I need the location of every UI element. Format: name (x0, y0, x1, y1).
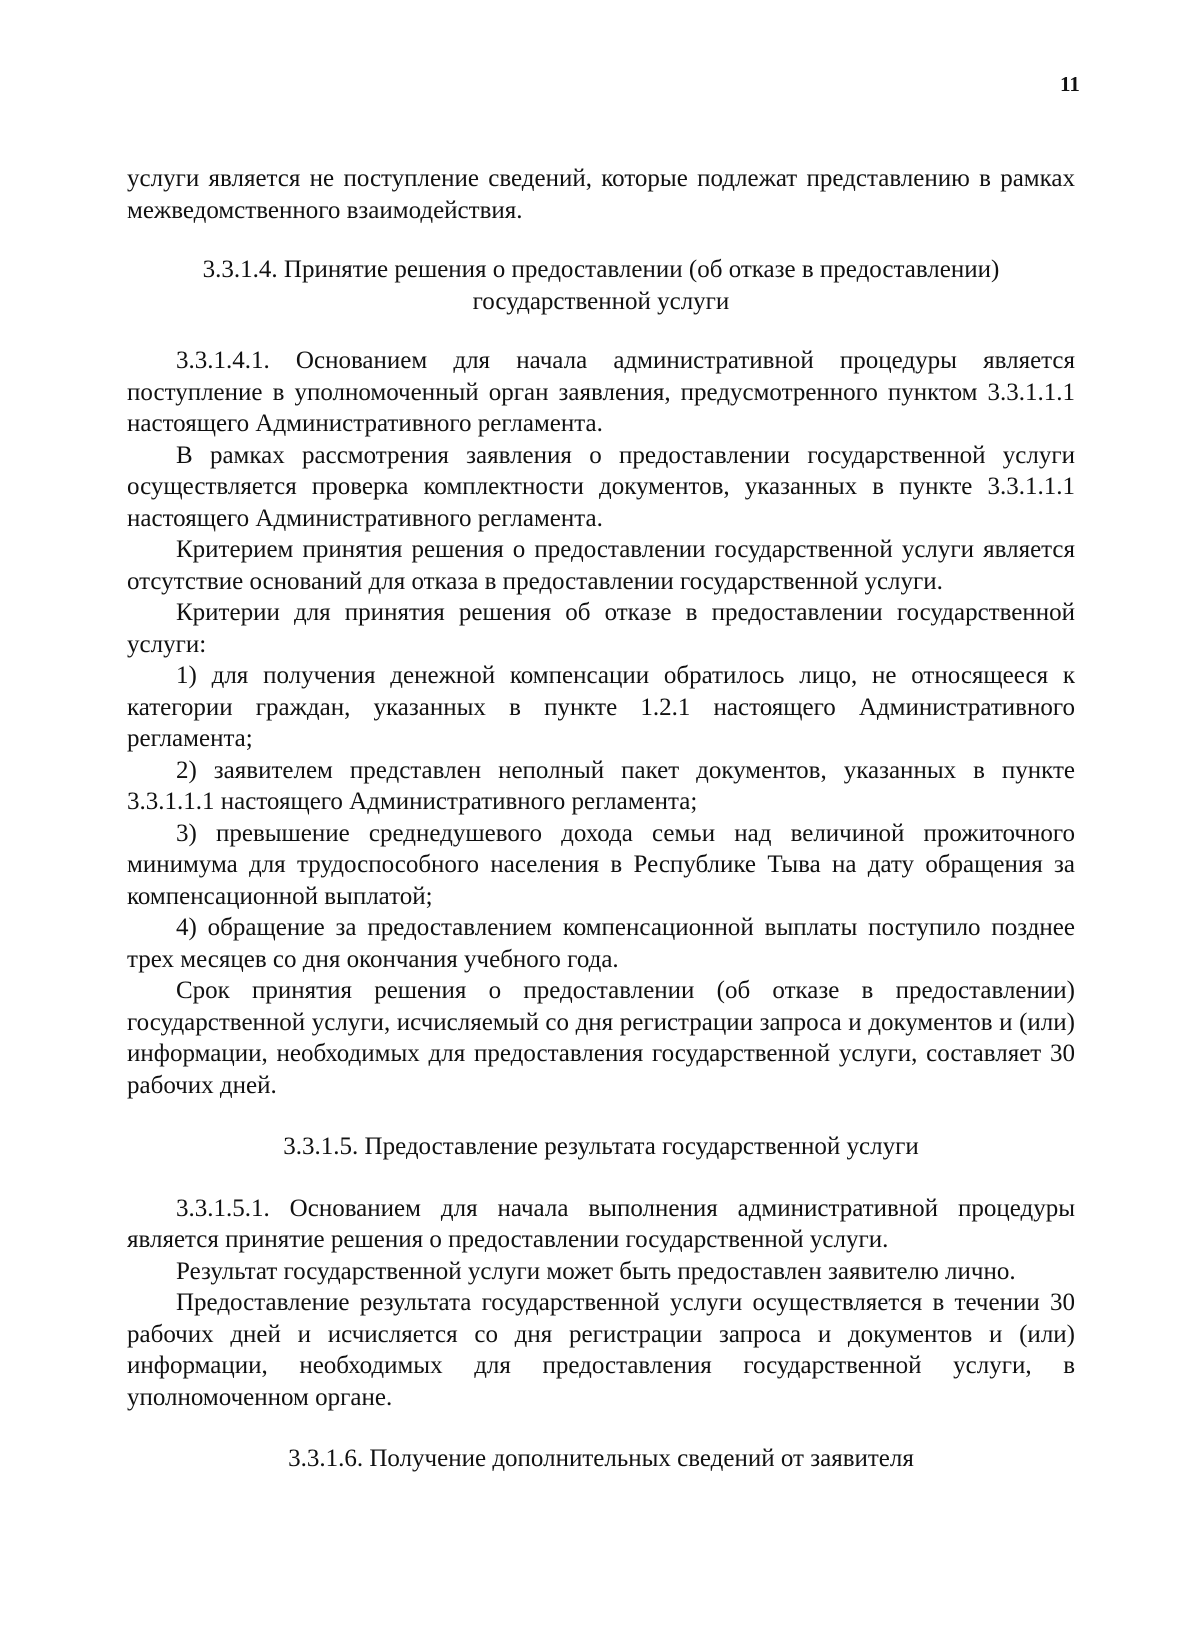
list-item: 2) заявителем представлен неполный пакет документов, указанных в пункте 3.3.1.1.1 настоящего Административного регламента; (127, 756, 1075, 815)
paragraph: 3.3.1.4.1. Основанием для начала административной процедуры является поступление в уполномоченный орган заявления, предусмотренного пунктом 3.3.1.1.1 настоящего Административного регламента. (127, 347, 1075, 437)
page-number: 11 (1060, 72, 1080, 96)
list-item: 1) для получения денежной компенсации обратилось лицо, не относящееся к категории граждан, указанных в пункте 1.2.1 настоящего Административного регламента; (127, 662, 1075, 752)
paragraph-continuation: услуги является не поступление сведений, которые подлежат представлению в рамках межведомственного взаимодействия. (127, 165, 1075, 224)
section-heading-3-3-1-4: 3.3.1.4. Принятие решения о предоставлении (об отказе в предоставлении) государственной услуги (202, 256, 1000, 315)
section-heading-3-3-1-6: 3.3.1.6. Получение дополнительных сведений от заявителя (288, 1445, 914, 1472)
paragraph: Критерии для принятия решения об отказе в предоставлении государственной услуги: (127, 599, 1075, 658)
paragraph: Предоставление результата государственной услуги осуществляется в течении 30 рабочих дней и исчисляется со дня регистрации запроса и документов и (или) информации, необходимых для предоставления государственной услуги, в уполномоченном органе. (127, 1289, 1075, 1411)
paragraph: Критерием принятия решения о предоставлении государственной услуги является отсутствие оснований для отказа в предоставлении государственной услуги. (127, 536, 1075, 595)
section-heading-3-3-1-5: 3.3.1.5. Предоставление результата государственной услуги (283, 1133, 919, 1160)
list-item: 3) превышение среднедушевого дохода семьи над величиной прожиточного минимума для трудоспособного населения в Республике Тыва на дату обращения за компенсационной выплатой; (127, 819, 1075, 910)
paragraph: Результат государственной услуги может быть предоставлен заявителю лично. (176, 1257, 1016, 1285)
paragraph: 3.3.1.5.1. Основанием для начала выполнения административной процедуры является принятие решения о предоставлении государственной услуги. (127, 1194, 1075, 1253)
document-body (127, 163, 1075, 1475)
paragraph: В рамках рассмотрения заявления о предоставлении государственной услуги осуществляется проверка комплектности документов, указанных в пункте 3.3.1.1.1 настоящего Административного регламента. (127, 441, 1075, 532)
list-item: 4) обращение за предоставлением компенсационной выплаты поступило позднее трех месяцев со дня окончания учебного года. (127, 914, 1075, 973)
paragraph: Срок принятия решения о предоставлении (об отказе в предоставлении) государственной услуги, исчисляемый со дня регистрации запроса и документов и (или) информации, необходимых для предоставления государственной услуги, составляет 30 рабочих дней. (127, 977, 1075, 1099)
